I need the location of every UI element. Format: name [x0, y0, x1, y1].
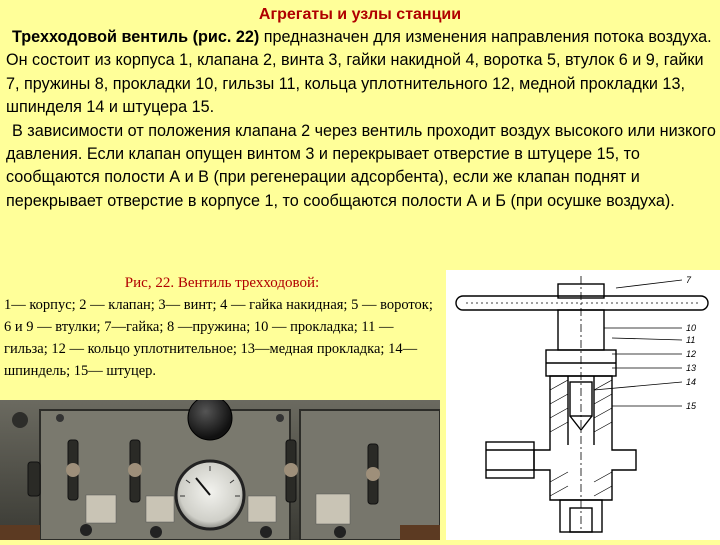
- paragraph-1-lead: Трехходовой вентиль (рис. 22): [12, 28, 260, 46]
- drawing-label: 7: [686, 275, 692, 285]
- caption-text: 1— корпус; 2 — клапан; 3— винт; 4 — гайка накидная; 5 — вороток; 6 и 9 — втулки; 7—гайка; 8 —пружина; 10 — прокладка; 11 — гильза; 12 — кольцо уплотнительное; 13—медная прокладка; 14— шпиндель; 15— штуцер.: [4, 297, 433, 379]
- drawing-label: 15: [686, 401, 697, 411]
- caption-title: Рис, 22. Вентиль трехходовой:: [124, 275, 320, 291]
- drawing-label: 14: [686, 377, 697, 387]
- paragraph-2: [6, 120, 716, 214]
- paragraph-2-text: В зависимости от положения клапана 2 через вентиль проходит воздух высокого или низкого давления. Если клапан опущен винтом 3 и перекрывает отверстие в штуцере 15, то сообщаются полости А и В (при регенерации адсорбента), если же клапан поднят и перекрывает отверстие в корпусе 1, то сообщаются полости А и Б (при осушке воздуха).: [6, 121, 716, 210]
- slide-title: Агрегаты и узлы станции: [258, 6, 462, 23]
- drawing-label: 13: [686, 363, 697, 373]
- paragraph-1: [6, 26, 716, 120]
- paragraph-1-text: предназначен для изменения направления потока воздуха. Он состоит из корпуса 1, клапана 2, винта 3, гайки накидной 4, воротка 5, втулок 6 и 9, гайки 7, пружины 8, прокладки 10, гильзы 11, кольца уплотнительного 12, медной прокладки 13, шпинделя 14 и штуцера 15.: [6, 28, 712, 117]
- drawing-label: 11: [686, 335, 696, 345]
- valve-drawing: [446, 270, 720, 540]
- panel-photo-graphic: [0, 400, 440, 540]
- drawing-label: 10: [686, 323, 697, 333]
- body-text: [6, 26, 716, 213]
- figure-caption: [4, 272, 440, 382]
- station-panel-photo: [0, 400, 440, 540]
- valve-cross-section: [446, 270, 720, 540]
- drawing-label: 12: [686, 349, 697, 359]
